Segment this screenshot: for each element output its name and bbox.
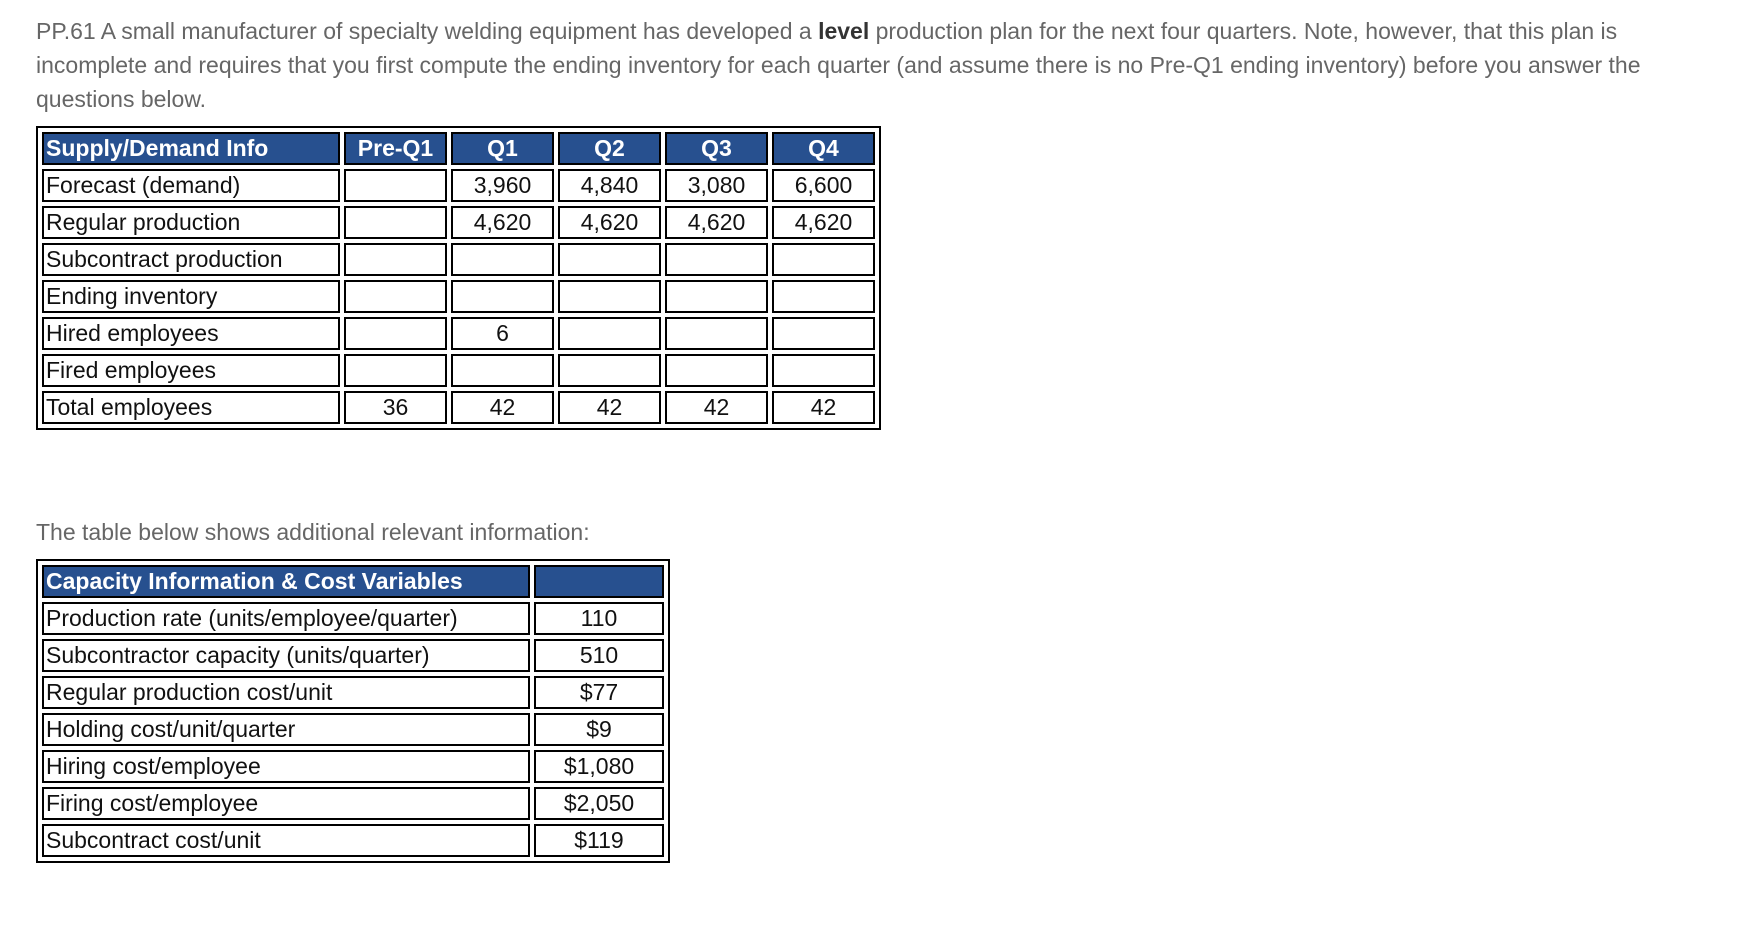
row-label: Ending inventory (42, 280, 340, 313)
cell-q4 (772, 280, 875, 313)
row-label: Regular production cost/unit (42, 676, 530, 709)
header-q4: Q4 (772, 132, 875, 165)
cell-q3: 3,080 (665, 169, 768, 202)
header-pre-q1: Pre-Q1 (344, 132, 447, 165)
row-ending-inventory (42, 280, 875, 313)
additional-info-heading: The table below shows additional relevant information: (36, 519, 590, 545)
cell-q2: 4,620 (558, 206, 661, 239)
row-label: Production rate (units/employee/quarter) (42, 602, 530, 635)
cell-pre-q1: 36 (344, 391, 447, 424)
cell-q1: 42 (451, 391, 554, 424)
row-label: Firing cost/employee (42, 787, 530, 820)
row-label: Subcontract production (42, 243, 340, 276)
capacity-header-row (42, 565, 664, 598)
supply-header-label: Supply/Demand Info (42, 132, 340, 165)
cell-pre-q1 (344, 354, 447, 387)
header-q1: Q1 (451, 132, 554, 165)
capacity-header-value (534, 565, 664, 598)
row-holding-cost (42, 713, 664, 746)
row-value: $119 (534, 824, 664, 857)
cell-q2 (558, 243, 661, 276)
cell-q2 (558, 354, 661, 387)
cell-q3: 42 (665, 391, 768, 424)
cell-pre-q1 (344, 243, 447, 276)
row-value: 510 (534, 639, 664, 672)
cell-q2 (558, 280, 661, 313)
row-value: $2,050 (534, 787, 664, 820)
cell-q1 (451, 243, 554, 276)
row-value: 110 (534, 602, 664, 635)
row-regular-production (42, 206, 875, 239)
cell-q3 (665, 243, 768, 276)
problem-statement (36, 14, 1726, 116)
capacity-cost-table (36, 559, 670, 863)
row-firing-cost (42, 787, 664, 820)
row-label: Fired employees (42, 354, 340, 387)
row-subcontract-production (42, 243, 875, 276)
cell-q4 (772, 243, 875, 276)
row-production-rate (42, 602, 664, 635)
cell-q2: 42 (558, 391, 661, 424)
row-label: Subcontract cost/unit (42, 824, 530, 857)
cell-q1 (451, 354, 554, 387)
cell-q1: 6 (451, 317, 554, 350)
row-value: $77 (534, 676, 664, 709)
cell-q4 (772, 317, 875, 350)
row-label: Hired employees (42, 317, 340, 350)
row-value: $9 (534, 713, 664, 746)
row-subcontractor-capacity (42, 639, 664, 672)
cell-pre-q1 (344, 206, 447, 239)
cell-q4: 6,600 (772, 169, 875, 202)
row-forecast-demand (42, 169, 875, 202)
row-label: Regular production (42, 206, 340, 239)
header-q2: Q2 (558, 132, 661, 165)
cell-q2: 4,840 (558, 169, 661, 202)
cell-pre-q1 (344, 280, 447, 313)
problem-emphasis: level (818, 18, 870, 44)
cell-q1 (451, 280, 554, 313)
row-label: Hiring cost/employee (42, 750, 530, 783)
row-label: Forecast (demand) (42, 169, 340, 202)
cell-q3 (665, 280, 768, 313)
cell-q4 (772, 354, 875, 387)
cell-q3 (665, 354, 768, 387)
cell-pre-q1 (344, 317, 447, 350)
row-hiring-cost (42, 750, 664, 783)
header-q3: Q3 (665, 132, 768, 165)
supply-header-row (42, 132, 875, 165)
row-label: Total employees (42, 391, 340, 424)
capacity-header-label: Capacity Information & Cost Variables (42, 565, 530, 598)
cell-pre-q1 (344, 169, 447, 202)
row-subcontract-cost (42, 824, 664, 857)
cell-q3: 4,620 (665, 206, 768, 239)
row-label: Subcontractor capacity (units/quarter) (42, 639, 530, 672)
row-value: $1,080 (534, 750, 664, 783)
supply-demand-table (36, 126, 881, 430)
cell-q3 (665, 317, 768, 350)
cell-q4: 4,620 (772, 206, 875, 239)
cell-q2 (558, 317, 661, 350)
cell-q4: 42 (772, 391, 875, 424)
cell-q1: 4,620 (451, 206, 554, 239)
problem-lead: PP.61 A small manufacturer of specialty welding equipment has developed a (36, 18, 819, 44)
row-hired-employees (42, 317, 875, 350)
row-label: Holding cost/unit/quarter (42, 713, 530, 746)
row-total-employees (42, 391, 875, 424)
row-regular-production-cost (42, 676, 664, 709)
row-fired-employees (42, 354, 875, 387)
cell-q1: 3,960 (451, 169, 554, 202)
problem-tail: production plan for the next four quarters. Note, however, that this plan is incomplete and requires that you first compute the ending inventory for each quarter (and assume there is no Pre-Q1 ending inventory) before you answer the questions below. (36, 18, 1641, 112)
